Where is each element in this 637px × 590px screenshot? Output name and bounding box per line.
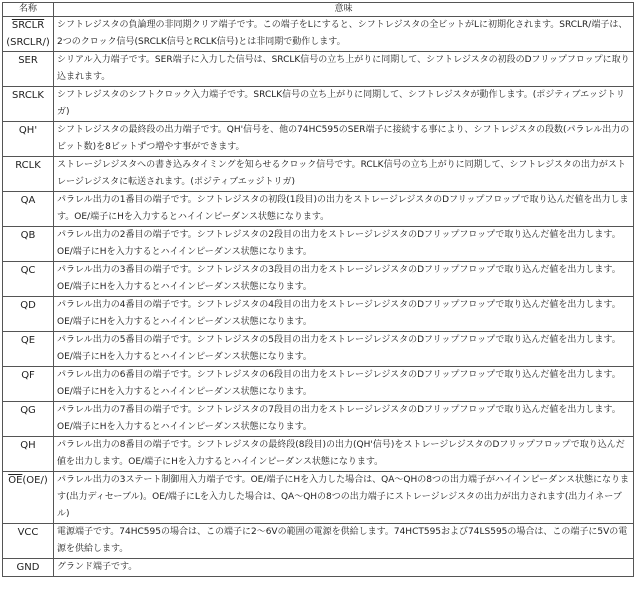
pin-name-cell	[3, 297, 54, 332]
pin-description: シフトレジスタの負論理の非同期クリア端子です。この端子をLにすると、シフトレジスタの全ビットがLに初期化されます。SRCLR/端子は、2つのクロック信号(SRCLK信号とRCLK信号)とは非同期で動作します。	[54, 17, 634, 52]
pin-name-cell	[3, 524, 54, 559]
pin-name-cell	[3, 157, 54, 192]
pin-description: シリアル入力端子です。SER端子に入力した信号は、SRCLK信号の立ち上がりに同期して、シフトレジスタの初段のDフリップフロップに取り込まれます。	[54, 52, 634, 87]
pin-name: QC	[20, 265, 36, 276]
pin-name-cell	[3, 559, 54, 577]
pin-description: パラレル出力の6番目の端子です。シフトレジスタの6段目の出力をストレージレジスタのDフリップフロップで取り込んだ値を出力します。OE/端子にHを入力するとハイインピーダンス状態になります。	[54, 367, 634, 402]
table-row	[3, 87, 634, 122]
table-row	[3, 524, 634, 559]
pin-description: パラレル出力の2番目の端子です。シフトレジスタの2段目の出力をストレージレジスタのDフリップフロップで取り込んだ値を出力します。OE/端子にHを入力するとハイインピーダンス状態になります。	[54, 227, 634, 262]
pin-name: SER	[18, 55, 38, 66]
pin-name-cell	[3, 17, 54, 52]
pin-name-alt: (OE/)	[22, 475, 48, 486]
pin-name: QD	[20, 300, 36, 311]
pin-name: GND	[16, 562, 40, 573]
pin-name: QH'	[18, 125, 38, 136]
pin-description: ストレージレジスタへの書き込みタイミングを知らせるクロック信号です。RCLK信号の立ち上がりに同期して、シフトレジスタの出力がストレージレジスタに転送されます。(ポジティブエッジトリガ)	[54, 157, 634, 192]
table-row	[3, 227, 634, 262]
table-row	[3, 402, 634, 437]
pin-description: パラレル出力の7番目の端子です。シフトレジスタの7段目の出力をストレージレジスタのDフリップフロップで取り込んだ値を出力します。OE/端子にHを入力するとハイインピーダンス状態になります。	[54, 402, 634, 437]
pin-name: SRCLR	[11, 20, 45, 31]
pin-name: QH	[20, 440, 36, 451]
pin-name-cell	[3, 472, 54, 524]
pin-name: $\overline{OE}$	[8, 475, 23, 486]
pin-name-cell	[3, 227, 54, 262]
table-row	[3, 297, 634, 332]
table-row	[3, 472, 634, 524]
table-row	[3, 332, 634, 367]
pin-name: QG	[20, 405, 36, 416]
table-row	[3, 262, 634, 297]
pin-name: QB	[20, 230, 36, 241]
pin-description: パラレル出力の3番目の端子です。シフトレジスタの3段目の出力をストレージレジスタのDフリップフロップで取り込んだ値を出力します。OE/端子にHを入力するとハイインピーダンス状態になります。	[54, 262, 634, 297]
pin-name-cell	[3, 367, 54, 402]
pin-name: QA	[20, 195, 36, 206]
table-row	[3, 157, 634, 192]
table-row	[3, 559, 634, 577]
header-name: 名称	[3, 3, 54, 17]
table-row	[3, 52, 634, 87]
pin-description: パラレル出力の4番目の端子です。シフトレジスタの4段目の出力をストレージレジスタのDフリップフロップで取り込んだ値を出力します。OE/端子にHを入力するとハイインピーダンス状態になります。	[54, 297, 634, 332]
table-row	[3, 367, 634, 402]
pin-name-cell	[3, 402, 54, 437]
pin-description: パラレル出力の1番目の端子です。シフトレジスタの初段(1段目)の出力をストレージレジスタのDフリップフロップで取り込んだ値を出力します。OE/端子にHを入力するとハイインピーダンス状態になります。	[54, 192, 634, 227]
pin-name-cell	[3, 262, 54, 297]
table-row	[3, 17, 634, 52]
pin-description: グランド端子です。	[54, 559, 634, 577]
pin-description: シフトレジスタのシフトクロック入力端子です。SRCLK信号の立ち上がりに同期して、シフトレジスタが動作します。(ポジティブエッジトリガ)	[54, 87, 634, 122]
pin-description-table	[2, 2, 634, 577]
pin-name-cell	[3, 122, 54, 157]
pin-name-cell	[3, 87, 54, 122]
pin-name: VCC	[17, 527, 39, 538]
table-row	[3, 122, 634, 157]
table-header-row	[3, 3, 634, 17]
pin-description: シフトレジスタの最終段の出力端子です。QH'信号を、他の74HC595のSER端子に接続する事により、シフトレジスタの段数(パラレル出力のビット数)を8ビットずつ増やす事ができます。	[54, 122, 634, 157]
pin-description: 電源端子です。74HC595の場合は、この端子に2〜6Vの範囲の電源を供給します。74HCT595および74LS595の場合は、この端子に5Vの電源を供給します。	[54, 524, 634, 559]
table-row	[3, 192, 634, 227]
pin-name-cell	[3, 437, 54, 472]
pin-description: パラレル出力の3ステート制御用入力端子です。OE/端子にHを入力した場合は、QA〜QHの8つの出力端子がハイインピーダンス状態になります(出力ディセーブル)。OE/端子にLを入力した場合は、QA〜QHの8つの出力端子にストレージレジスタの出力が出力されます(出力イネーブル)	[54, 472, 634, 524]
pin-name: RCLK	[15, 160, 41, 171]
pin-name-cell	[3, 332, 54, 367]
pin-name: SRCLK	[12, 90, 44, 101]
table-row	[3, 437, 634, 472]
pin-name: QE	[20, 335, 36, 346]
pin-name: QF	[21, 370, 35, 381]
pin-name-cell	[3, 192, 54, 227]
header-meaning: 意味	[54, 3, 634, 17]
pin-name-alt: (SRCLR/)	[6, 37, 50, 48]
table-body	[3, 17, 634, 577]
pin-description: パラレル出力の5番目の端子です。シフトレジスタの5段目の出力をストレージレジスタのDフリップフロップで取り込んだ値を出力します。OE/端子にHを入力するとハイインピーダンス状態になります。	[54, 332, 634, 367]
pin-description: パラレル出力の8番目の端子です。シフトレジスタの最終段(8段目)の出力(QH'信号)をストレージレジスタのDフリップフロップで取り込んだ値を出力します。OE/端子にHを入力するとハイインピーダンス状態になります。	[54, 437, 634, 472]
pin-name-cell	[3, 52, 54, 87]
